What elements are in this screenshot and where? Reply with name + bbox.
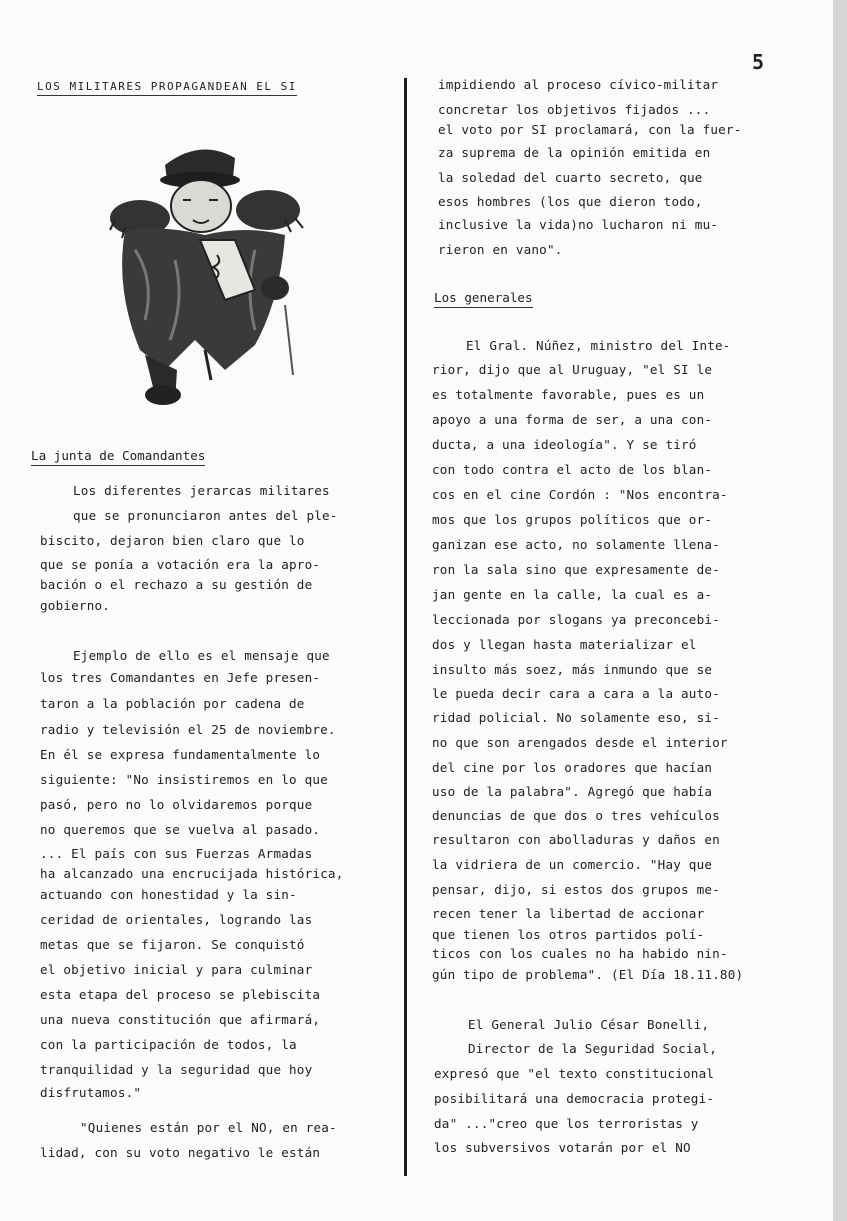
text-line: con todo contra el acto de los blan-: [432, 462, 713, 477]
main-heading-underline: [37, 95, 297, 96]
text-line: que se ponía a votación era la apro-: [40, 557, 321, 572]
text-line: ha alcanzado una encrucijada histórica,: [40, 866, 344, 881]
section-heading-junta-underline: [31, 465, 205, 466]
main-heading: [37, 80, 297, 93]
page-edge: [833, 0, 847, 1221]
text-line: no queremos que se vuelva al pasado.: [40, 822, 321, 837]
text-line: El Gral. Núñez, ministro del Inte-: [466, 338, 731, 353]
text-line: expresó que "el texto constitucional: [434, 1066, 715, 1081]
text-line: con la participación de todos, la: [40, 1037, 297, 1052]
text-line: ceridad de orientales, logrando las: [40, 912, 313, 927]
text-line: dos y llegan hasta materializar el: [432, 637, 697, 652]
text-line: inclusive la vida)no lucharon ni mu-: [438, 217, 719, 232]
text-line: concretar los objetivos fijados ...: [438, 102, 711, 117]
section-heading-junta: [31, 448, 205, 463]
page-number: 5: [752, 50, 765, 74]
text-line: le pueda decir cara a cara a la auto-: [432, 686, 720, 701]
main-heading-text: LOS MILITARES PROPAGANDEAN EL SI: [37, 80, 297, 93]
text-line: la vidriera de un comercio. "Hay que: [432, 857, 713, 872]
text-line: En él se expresa fundamentalmente lo: [40, 747, 321, 762]
text-line: cos en el cine Cordón : "Nos encontra-: [432, 487, 728, 502]
text-line: ducta, a una ideología". Y se tiró: [432, 437, 697, 452]
text-line: resultaron con abolladuras y daños en: [432, 832, 720, 847]
section-heading-junta-text: La junta de Comandantes: [31, 448, 206, 463]
text-line: insulto más soez, más inmundo que se: [432, 662, 713, 677]
text-line: Ejemplo de ello es el mensaje que: [73, 648, 330, 663]
text-line: posibilitará una democracia protegi-: [434, 1091, 715, 1106]
text-line: bación o el rechazo a su gestión de: [40, 577, 313, 592]
text-line: la soledad del cuarto secreto, que: [438, 170, 703, 185]
text-line: rior, dijo que al Uruguay, "el SI le: [432, 362, 713, 377]
text-line: rieron en vano".: [438, 242, 563, 257]
section-heading-generales: [434, 290, 533, 305]
text-line: impidiendo al proceso cívico-militar: [438, 77, 719, 92]
text-line: mos que los grupos políticos que or-: [432, 512, 713, 527]
text-line: radio y televisión el 25 de noviembre.: [40, 722, 336, 737]
text-line: el objetivo inicial y para culminar: [40, 962, 313, 977]
text-line: jan gente en la calle, la cual es a-: [432, 587, 713, 602]
text-line: "Quienes están por el NO, en rea-: [80, 1120, 337, 1135]
text-line: Los diferentes jerarcas militares: [73, 483, 330, 498]
text-line: ridad policial. No solamente eso, si-: [432, 710, 720, 725]
text-line: taron a la población por cadena de: [40, 696, 305, 711]
text-line: una nueva constitución que afirmará,: [40, 1012, 321, 1027]
text-line: pasó, pero no lo olvidaremos porque: [40, 797, 313, 812]
section-heading-generales-underline: [434, 307, 533, 308]
text-line: esta etapa del proceso se plebiscita: [40, 987, 321, 1002]
text-line: que tienen los otros partidos polí-: [432, 927, 705, 942]
text-line: del cine por los oradores que hacían: [432, 760, 713, 775]
text-line: pensar, dijo, si estos dos grupos me-: [432, 882, 720, 897]
text-line: apoyo a una forma de ser, a una con-: [432, 412, 713, 427]
text-line: los subversivos votarán por el NO: [434, 1140, 691, 1155]
text-line: da" ..."creo que los terroristas y: [434, 1116, 699, 1131]
text-line: biscito, dejaron bien claro que lo: [40, 533, 305, 548]
text-line: ticos con los cuales no ha habido nin-: [432, 946, 728, 961]
text-line: ganizan ese acto, no solamente llena-: [432, 537, 720, 552]
text-line: actuando con honestidad y la sin-: [40, 887, 297, 902]
text-line: los tres Comandantes en Jefe presen-: [40, 670, 321, 685]
text-line: recen tener la libertad de accionar: [432, 906, 705, 921]
text-line: esos hombres (los que dieron todo,: [438, 194, 703, 209]
caricature-military-figure-icon: [105, 140, 320, 410]
text-line: ... El país con sus Fuerzas Armadas: [40, 846, 313, 861]
text-line: gún tipo de problema". (El Día 18.11.80): [432, 967, 744, 982]
text-line: que se pronunciaron antes del ple-: [73, 508, 338, 523]
text-line: leccionada por slogans ya preconcebi-: [432, 612, 720, 627]
column-divider: [404, 78, 407, 1176]
text-line: ron la sala sino que expresamente de-: [432, 562, 720, 577]
text-line: lidad, con su voto negativo le están: [40, 1145, 321, 1160]
illustration-svg: [105, 140, 320, 410]
text-line: uso de la palabra". Agregó que había: [432, 784, 713, 799]
text-line: disfrutamos.": [40, 1085, 142, 1100]
text-line: el voto por SI proclamará, con la fuer-: [438, 122, 742, 137]
text-line: Director de la Seguridad Social,: [468, 1041, 718, 1056]
text-line: El General Julio César Bonelli,: [468, 1017, 710, 1032]
text-line: gobierno.: [40, 598, 111, 613]
text-line: no que son arengados desde el interior: [432, 735, 728, 750]
text-line: za suprema de la opinión emitida en: [438, 145, 711, 160]
text-line: tranquilidad y la seguridad que hoy: [40, 1062, 313, 1077]
text-line: denuncias de que dos o tres vehículos: [432, 808, 720, 823]
text-line: es totalmente favorable, pues es un: [432, 387, 705, 402]
text-line: metas que se fijaron. Se conquistó: [40, 937, 305, 952]
section-heading-generales-text: Los generales: [434, 290, 533, 305]
text-line: siguiente: "No insistiremos en lo que: [40, 772, 328, 787]
